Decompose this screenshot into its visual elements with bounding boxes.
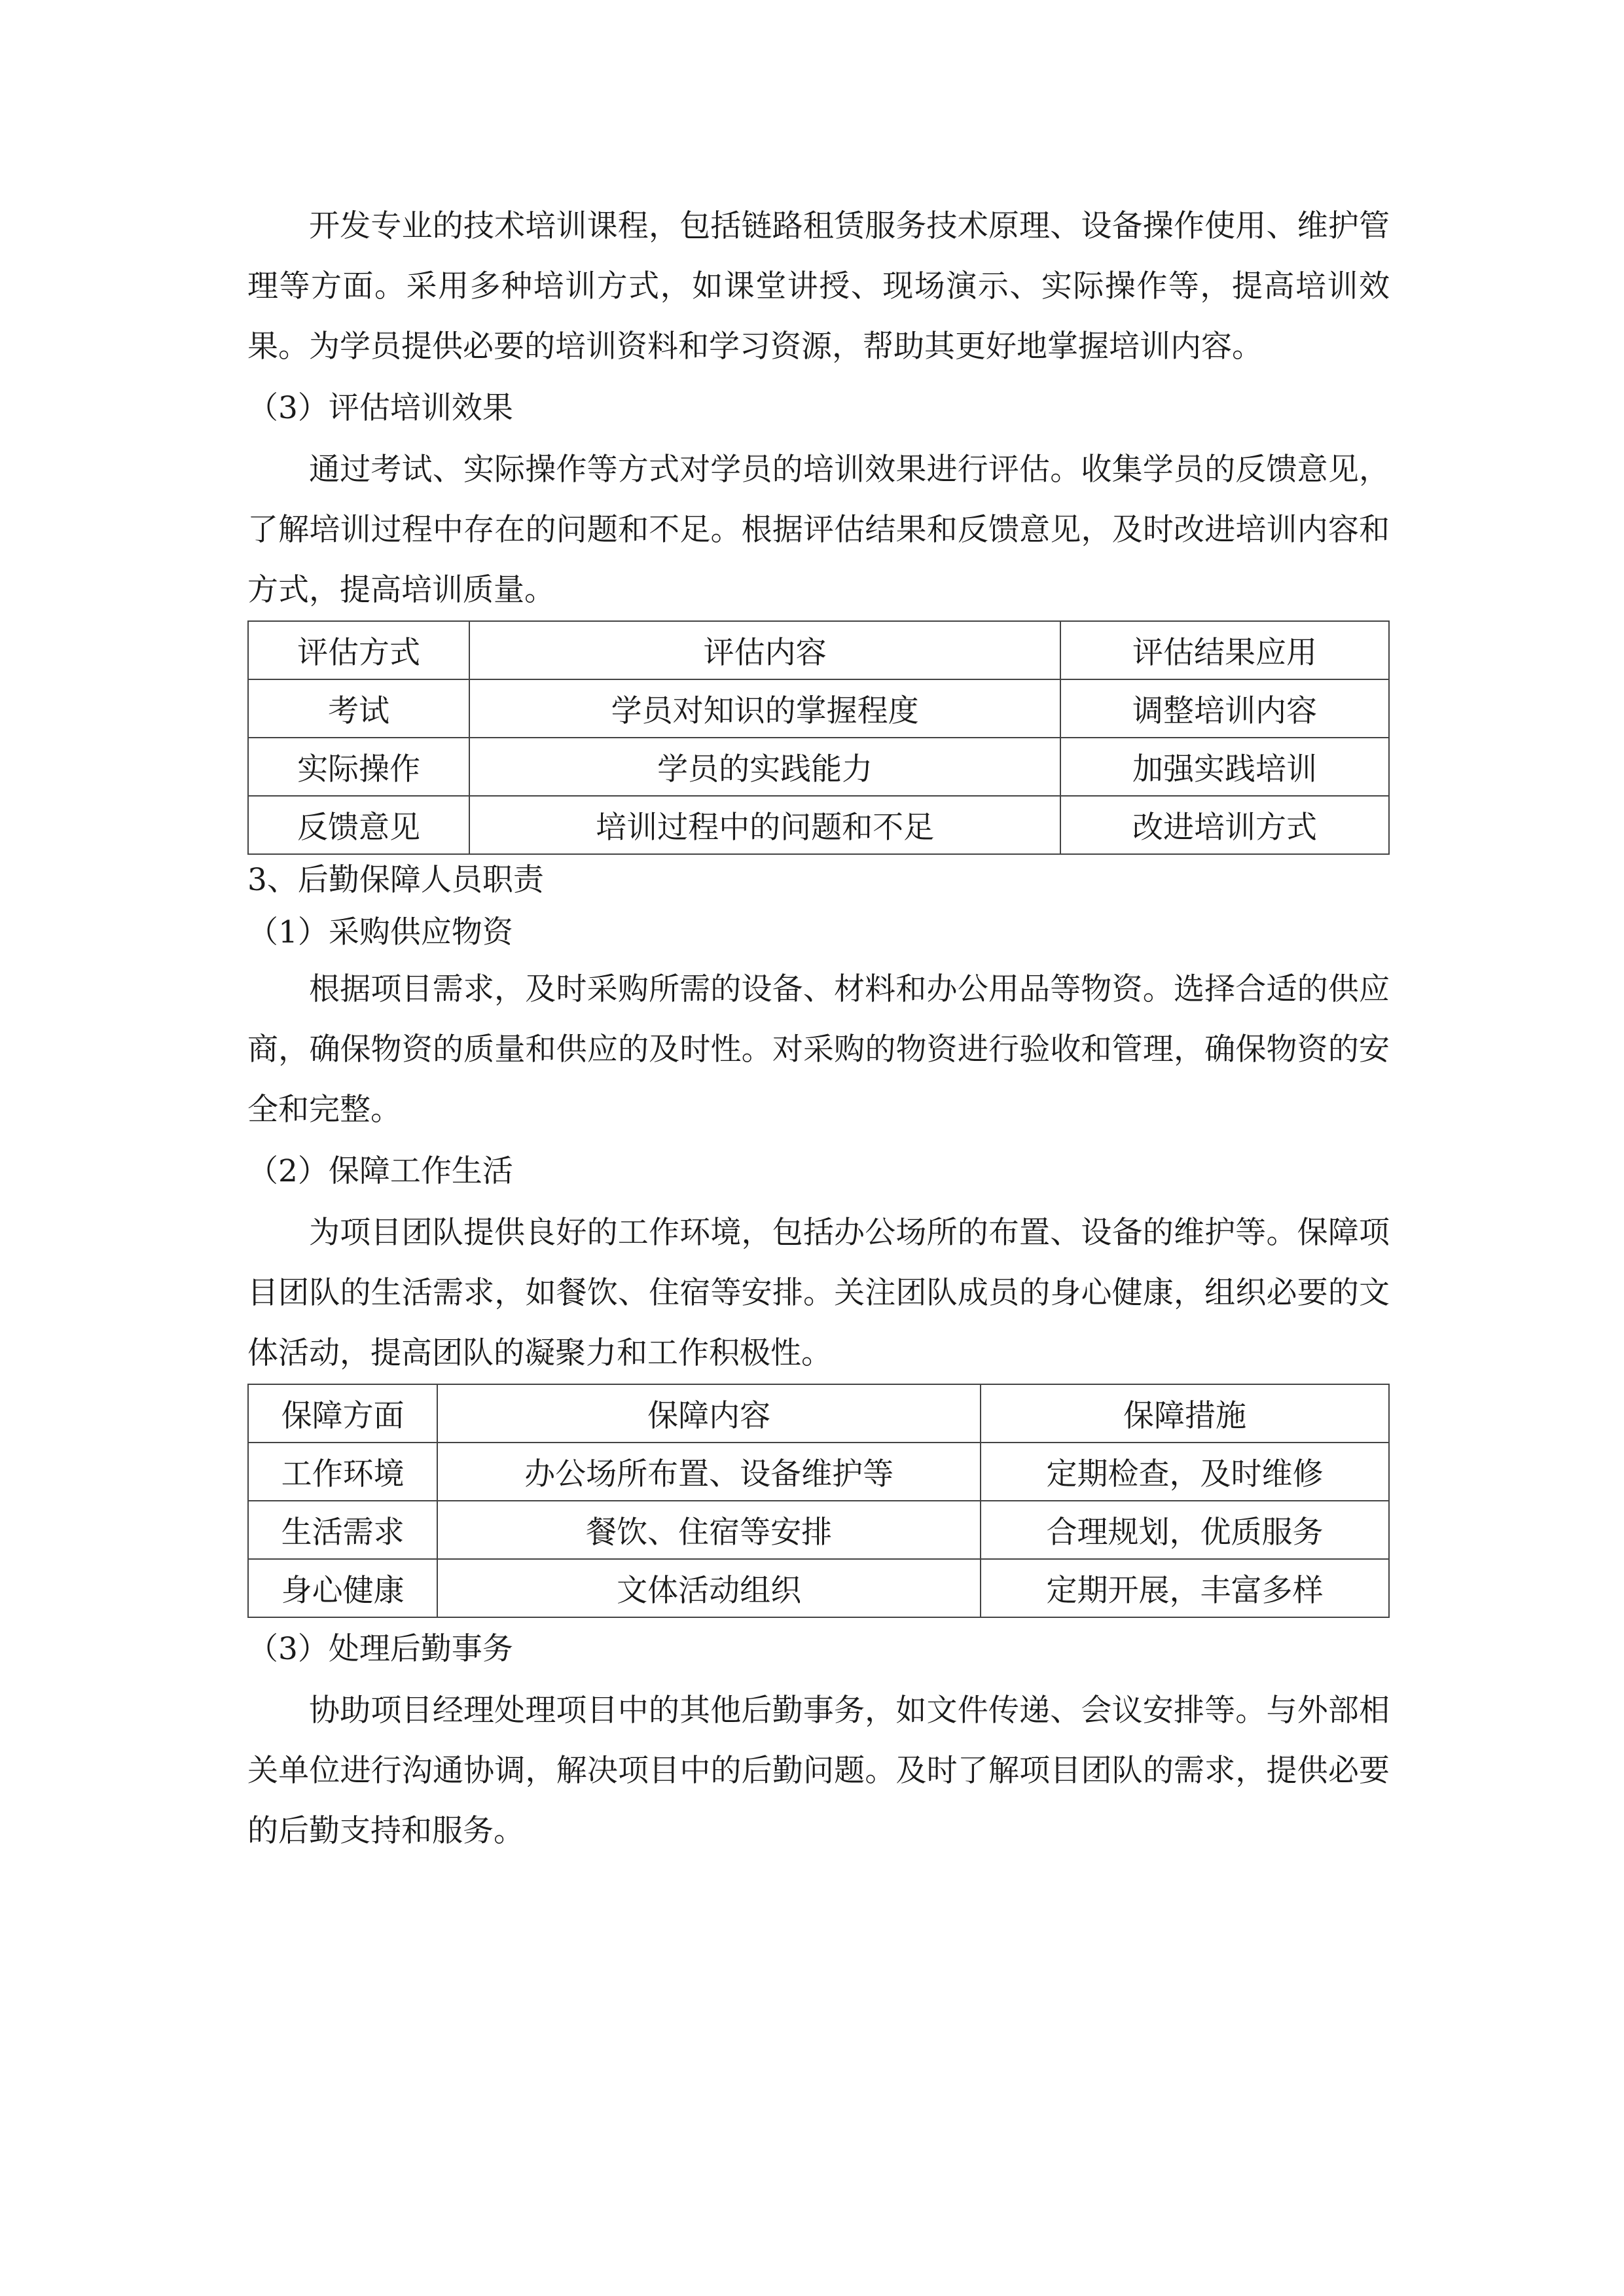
table-cell: 生活需求 — [248, 1501, 437, 1559]
table-cell: 身心健康 — [248, 1559, 437, 1617]
table-cell: 反馈意见 — [248, 796, 469, 854]
table-header-cell: 评估方式 — [248, 621, 469, 679]
paragraph-work-life: 为项目团队提供良好的工作环境，包括办公场所的布置、设备的维护等。保障项目团队的生活需求，如餐饮、住宿等安排。关注团队成员的身心健康，组织必要的文体活动，提高团队的凝聚力和工作积极性。 — [247, 1215, 1390, 1371]
table-cell: 文体活动组织 — [437, 1559, 981, 1617]
table-header-row — [248, 1384, 1389, 1443]
table-cell: 定期开展，丰富多样 — [981, 1559, 1389, 1617]
table-cell: 调整培训内容 — [1060, 679, 1389, 738]
heading-handle-affairs: （3）处理后勤事务 — [247, 1631, 513, 1667]
logistics-table — [247, 1384, 1390, 1618]
table-cell: 餐饮、住宿等安排 — [437, 1501, 981, 1559]
table-header-cell: 评估内容 — [469, 621, 1060, 679]
table-cell: 加强实践培训 — [1060, 738, 1389, 796]
table-header-cell: 评估结果应用 — [1060, 621, 1389, 679]
table-header-cell: 保障措施 — [981, 1384, 1389, 1443]
document-page — [247, 196, 1390, 1861]
paragraph-purchase: 根据项目需求，及时采购所需的设备、材料和办公用品等物资。选择合适的供应商，确保物资的质量和供应的及时性。对采购的物资进行验收和管理，确保物资的安全和完整。 — [247, 971, 1390, 1128]
table-header-row — [248, 621, 1389, 679]
table-header-cell: 保障内容 — [437, 1384, 981, 1443]
table-row — [248, 796, 1389, 854]
paragraph-training-courses: 开发专业的技术培训课程，包括链路租赁服务技术原理、设备操作使用、维护管理等方面。采用多种培训方式，如课堂讲授、现场演示、实际操作等，提高培训效果。为学员提供必要的培训资料和学习资源，帮助其更好地掌握培训内容。 — [247, 208, 1390, 365]
table-header-cell: 保障方面 — [248, 1384, 437, 1443]
table-cell: 实际操作 — [248, 738, 469, 796]
heading-evaluate-training: （3）评估培训效果 — [247, 390, 513, 426]
table-cell: 培训过程中的问题和不足 — [469, 796, 1060, 854]
table-cell: 学员的实践能力 — [469, 738, 1060, 796]
heading-logistics-duties: 3、后勤保障人员职责 — [247, 862, 544, 898]
table-cell: 改进培训方式 — [1060, 796, 1389, 854]
heading-purchase-supplies: （1）采购供应物资 — [247, 914, 513, 950]
table-cell: 考试 — [248, 679, 469, 738]
table-cell: 定期检查，及时维修 — [981, 1443, 1389, 1501]
table-row — [248, 1501, 1389, 1559]
table-row — [248, 1559, 1389, 1617]
evaluation-table — [247, 620, 1390, 855]
table-row — [248, 1443, 1389, 1501]
table-cell: 合理规划，优质服务 — [981, 1501, 1389, 1559]
heading-work-life: （2）保障工作生活 — [247, 1153, 513, 1189]
table-cell: 学员对知识的掌握程度 — [469, 679, 1060, 738]
table-cell: 办公场所布置、设备维护等 — [437, 1443, 981, 1501]
table-row — [248, 679, 1389, 738]
paragraph-affairs: 协助项目经理处理项目中的其他后勤事务，如文件传递、会议安排等。与外部相关单位进行沟通协调，解决项目中的后勤问题。及时了解项目团队的需求，提供必要的后勤支持和服务。 — [247, 1693, 1390, 1849]
table-cell: 工作环境 — [248, 1443, 437, 1501]
paragraph-evaluation: 通过考试、实际操作等方式对学员的培训效果进行评估。收集学员的反馈意见，了解培训过程中存在的问题和不足。根据评估结果和反馈意见，及时改进培训内容和方式，提高培训质量。 — [247, 452, 1390, 608]
table-row — [248, 738, 1389, 796]
